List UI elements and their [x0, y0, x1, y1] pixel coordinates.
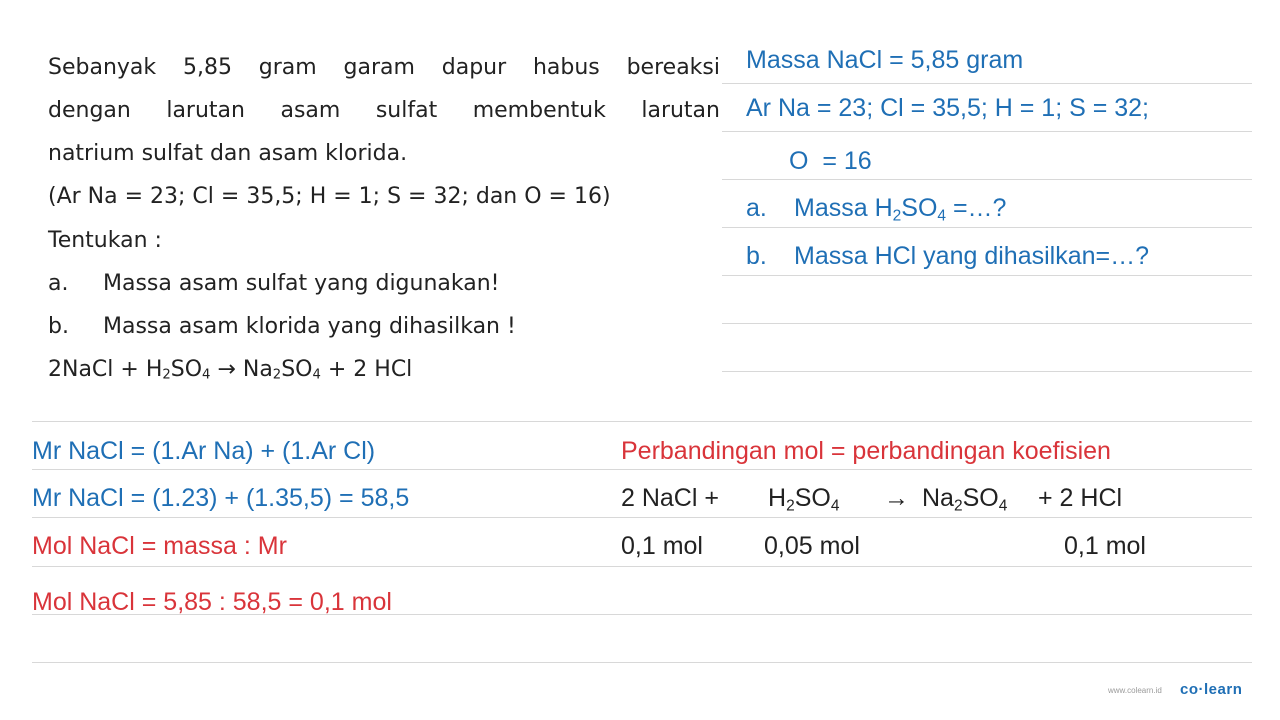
asked-b-label: b.: [746, 242, 767, 270]
mol-h2so4: 0,05 mol: [764, 532, 860, 560]
ratio-h2so4: $H_2SO_4$: [768, 484, 840, 515]
problem-line-1: Sebanyak 5,85 gram garam dapur habus bereaksi: [48, 55, 720, 80]
ratio-hcl: + 2 HCl: [1038, 484, 1123, 512]
mr-nacl-formula: Mr NaCl = (1.Ar Na) + (1.Ar Cl): [32, 437, 376, 465]
rule-right-7: [722, 371, 1252, 372]
colearn-logo: co·learn: [1180, 681, 1243, 698]
rule-full-2: [32, 469, 1252, 470]
rule-right-6: [722, 323, 1252, 324]
asked-a-text: Massa $H_2SO_4$ =…?: [794, 194, 1007, 225]
problem-item-a-text: Massa asam sulfat yang digunakan!: [103, 271, 500, 296]
mol-hcl: 0,1 mol: [1064, 532, 1146, 560]
problem-task-heading: Tentukan :: [48, 228, 162, 253]
rule-full-1: [32, 421, 1252, 422]
mol-nacl-formula: Mol NaCl = massa : Mr: [32, 532, 287, 560]
problem-item-b-label: b.: [48, 314, 69, 339]
ratio-title: Perbandingan mol = perbandingan koefisien: [621, 437, 1111, 465]
given-massa-nacl: Massa NaCl = 5,85 gram: [746, 46, 1024, 74]
problem-item-a-label: a.: [48, 271, 69, 296]
given-oxygen-mass: O = 16: [789, 147, 872, 175]
rule-full-4: [32, 566, 1252, 567]
rule-full-6: [32, 662, 1252, 663]
mr-nacl-value: Mr NaCl = (1.23) + (1.35,5) = 58,5: [32, 484, 410, 512]
asked-a-label: a.: [746, 194, 767, 222]
problem-item-b-text: Massa asam klorida yang dihasilkan !: [103, 314, 516, 339]
ratio-arrow: →: [884, 484, 909, 512]
rule-right-2: [722, 131, 1252, 132]
rule-right-4: [722, 227, 1252, 228]
asked-b-text: Massa HCl yang dihasilkan=…?: [794, 242, 1150, 270]
mol-nacl-value: Mol NaCl = 5,85 : 58,5 = 0,1 mol: [32, 588, 392, 616]
problem-given-values: (Ar Na = 23; Cl = 35,5; H = 1; S = 32; dan O = 16): [48, 184, 611, 209]
rule-full-3: [32, 517, 1252, 518]
ratio-nacl: 2 NaCl +: [621, 484, 719, 512]
rule-right-1: [722, 83, 1252, 84]
problem-line-2: dengan larutan asam sulfat membentuk larutan: [48, 98, 720, 123]
problem-line-3: natrium sulfat dan asam klorida.: [48, 141, 408, 166]
given-atomic-masses: Ar Na = 23; Cl = 35,5; H = 1; S = 32;: [746, 94, 1150, 122]
rule-right-5: [722, 275, 1252, 276]
problem-equation: 2NaCl + $H_2SO_4 \to Na_2SO_4 + 2$ HCl: [48, 357, 413, 383]
ratio-na2so4: $Na_2SO_4$: [922, 484, 1008, 515]
footer-url: www.colearn.id: [1108, 686, 1162, 695]
mol-nacl: 0,1 mol: [621, 532, 703, 560]
rule-right-3: [722, 179, 1252, 180]
